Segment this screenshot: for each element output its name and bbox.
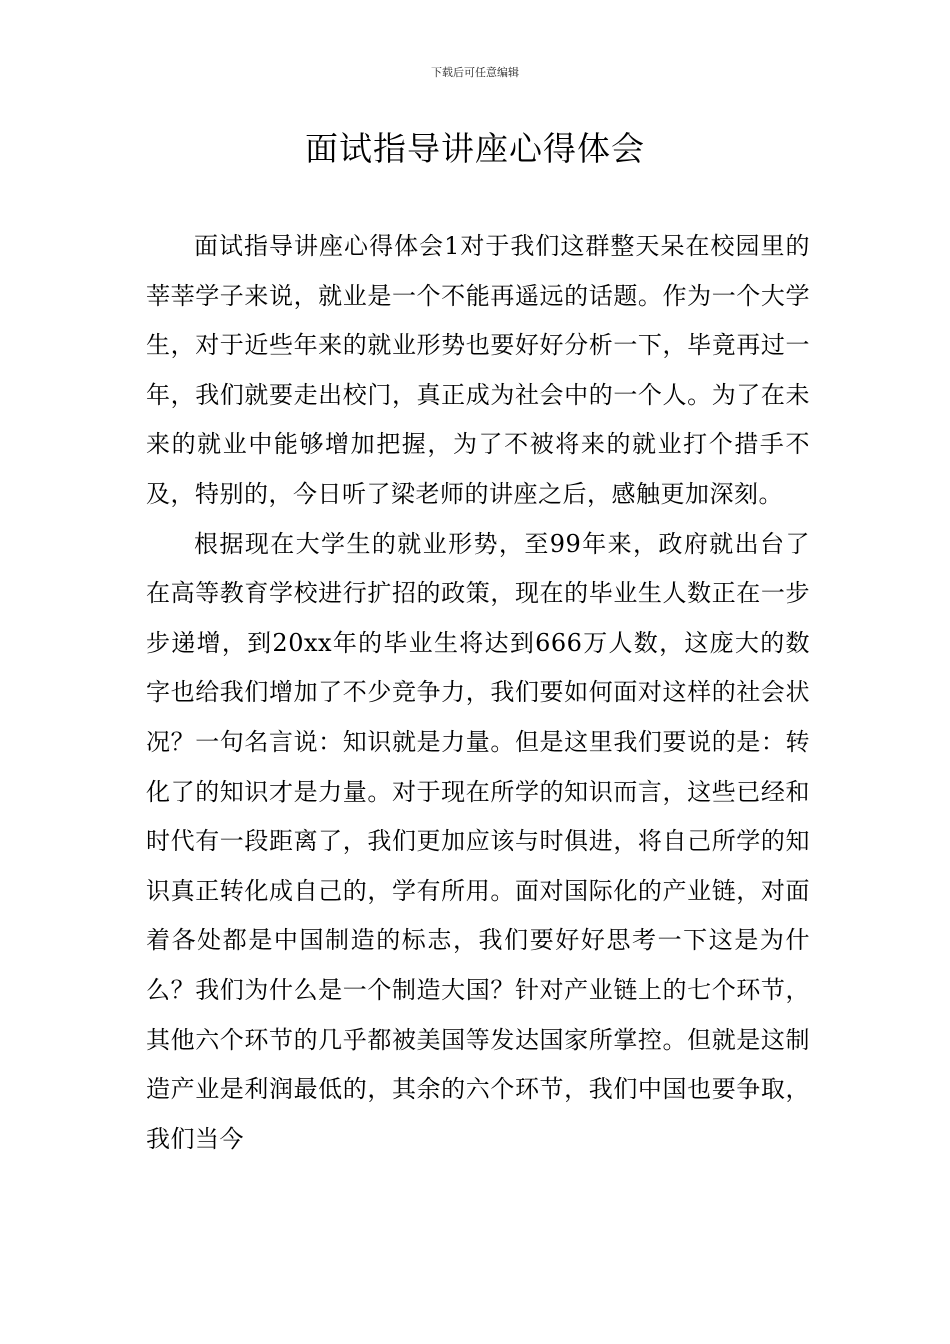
paragraph-2: 根据现在大学生的就业形势，至99年来，政府就出台了在高等教育学校进行扩招的政策，现在的毕业生人数正在一步步递增，到20xx年的毕业生将达到666万人数，这庞大的数字也给我们增加了不少竞争力，我们要如何面对这样的社会状况？一句名言说：知识就是力量。但是这里我们要说的是：转化了的知识才是力量。对于现在所学的知识而言，这些已经和时代有一段距离了，我们更加应该与时俱进，将自己所学的知识真正转化成自己的，学有所用。面对国际化的产业链，对面着各处都是中国制造的标志，我们要好好思考一下这是为什么？我们为什么是一个制造大国？针对产业链上的七个环节，其他六个环节的几乎都被美国等发达国家所掌控。但就是这制造产业是利润最低的，其余的六个环节，我们中国也要争取，我们当今 (146, 529, 810, 1153)
document-title: 面试指导讲座心得体会 (305, 129, 645, 168)
document-body (146, 222, 810, 1164)
paragraph-1: 面试指导讲座心得体会1对于我们这群整天呆在校园里的莘莘学子来说，就业是一个不能再遥远的话题。作为一个大学生，对于近些年来的就业形势也要好好分析一下，毕竟再过一年，我们就要走出校门，真正成为社会中的一个人。为了在未来的就业中能够增加把握，为了不被将来的就业打个措手不及，特别的，今日听了梁老师的讲座之后，感触更加深刻。 (146, 232, 810, 508)
header-note: 下载后可任意编辑 (431, 66, 519, 79)
